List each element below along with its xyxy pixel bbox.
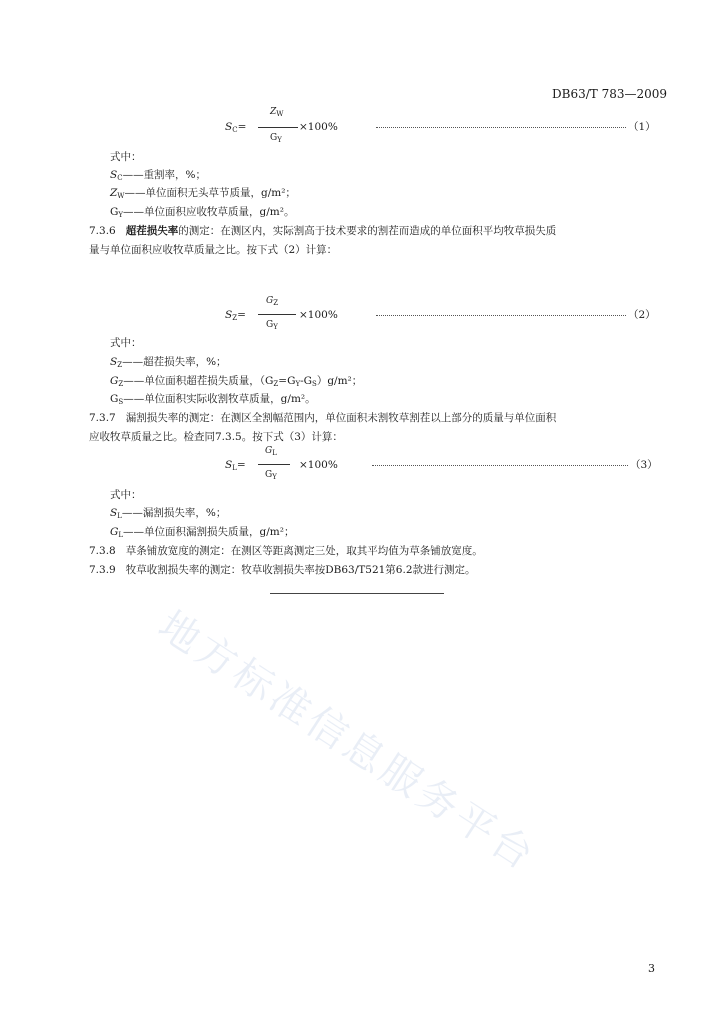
where-3-line-sl: $S_L——$漏割损失率，%； [110, 507, 227, 520]
formula-2-leader [376, 315, 626, 316]
formula-1-number: （1） [628, 121, 656, 133]
watermark: 地方标准信息服务平台 [150, 602, 545, 881]
where-1-line-gy: $G_Y——$单位面积应收牧草质量，g/m²。 [110, 206, 295, 219]
formula-3-leader [372, 465, 628, 466]
formula-1-denominator: $G_Y$ [270, 133, 282, 144]
document-number: DB63/T 783—2009 [552, 87, 668, 101]
formula-2-number: （2） [628, 309, 656, 321]
where-label-3: 式中： [110, 489, 142, 501]
where-2-line-gs: $G_S——$单位面积实际收割牧草质量，g/m²。 [110, 393, 316, 406]
end-rule [270, 593, 444, 594]
formula-3-numerator: $G_L$ [265, 446, 277, 457]
formula-2-fraction-bar [258, 314, 296, 315]
section-7-3-7-line-2: 应收牧草质量之比。检查同7.3.5。按下式（3）计算： [89, 431, 343, 443]
formula-1-lhs: $S_C=$ [225, 121, 247, 134]
formula-1-multiplier: ×100% [299, 121, 338, 133]
formula-1-leader [376, 127, 626, 128]
where-label-2: 式中： [110, 337, 142, 349]
formula-2-denominator: $G_Y$ [266, 320, 278, 331]
formula-3-fraction-bar [258, 464, 290, 465]
section-7-3-8: 7.3.8 草条铺放宽度的测定：在测区等距离测定三处，取其平均值为草条铺放宽度。 [89, 545, 483, 557]
where-2-line-sz: $S_Z——$超茬损失率，%； [110, 356, 227, 369]
formula-3-denominator: $G_Y$ [265, 470, 277, 481]
formula-2-numerator: $G_Z$ [266, 296, 279, 307]
where-2-line-gz: $G_Z——$单位面积超茬损失质量，$(G_Z=G_Y-G_S)g/m^2$； [110, 375, 363, 388]
formula-2-multiplier: ×100% [299, 309, 338, 321]
formula-3-number: （3） [630, 459, 658, 471]
formula-3-multiplier: ×100% [299, 459, 338, 471]
section-7-3-9: 7.3.9 牧草收割损失率的测定：牧草收割损失率按DB63/T521第6.2款进行测定。 [89, 564, 476, 576]
where-1-line-zw: $Z_W——$单位面积无头草节质量，g/m²； [110, 187, 296, 200]
formula-1-numerator: $Z_W$ [270, 107, 284, 118]
where-1-line-sc: $S_C——$重割率，%； [110, 169, 207, 182]
formula-3-lhs: $S_L=$ [225, 459, 246, 472]
section-7-3-6-line-1: 7.3.6 超茬损失率的测定：在测区内，实际割高于技术要求的割茬而造成的单位面积平均牧草损失质 [89, 225, 557, 237]
formula-2-lhs: $S_Z=$ [225, 309, 246, 322]
where-label-1: 式中： [110, 151, 142, 163]
section-7-3-6-line-2: 量与单位面积应收牧草质量之比。按下式（2）计算： [89, 244, 338, 256]
page-number: 3 [648, 962, 655, 975]
formula-1-fraction-bar [258, 127, 298, 128]
section-7-3-7-line-1: 7.3.7 漏割损失率的测定：在测区全割幅范围内，单位面积未割牧草割茬以上部分的质量与单位面积 [89, 412, 557, 424]
where-3-line-gl: $G_L——$单位面积漏割损失质量，g/m²； [110, 526, 295, 539]
